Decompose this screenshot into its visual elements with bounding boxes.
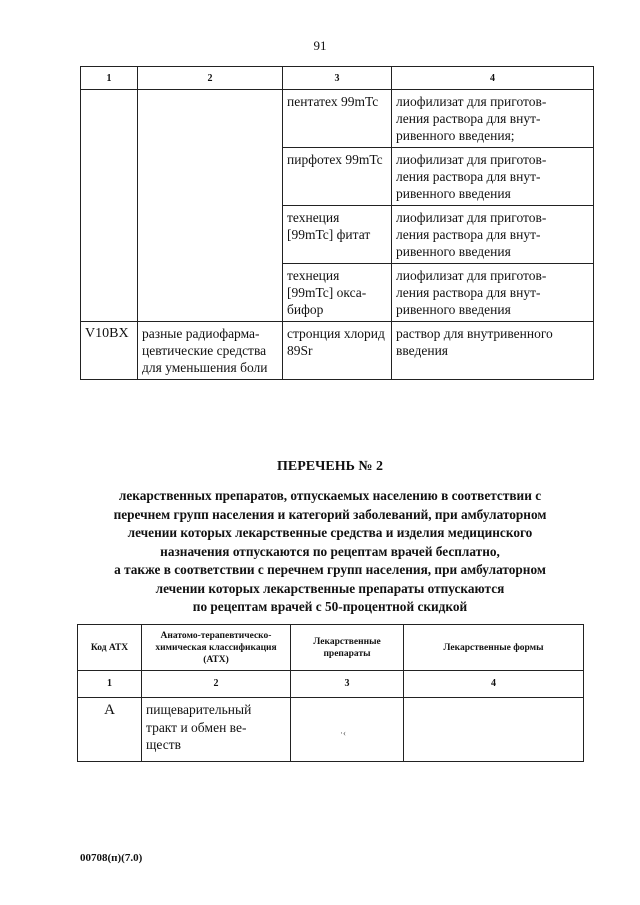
drug-name-cell: [283, 322, 392, 380]
classification-line: для уменьшения боли: [142, 360, 268, 375]
subtitle-line: лекарственных препаратов, отпускаемых населению в соответствии с: [118, 488, 542, 503]
column-number-3: 3: [291, 671, 404, 698]
subtitle-line: а также в соответствии с перечнем групп населения, при амбулаторном: [114, 562, 546, 577]
table-header-row: [81, 67, 594, 90]
header-line: препараты: [323, 648, 371, 659]
header-drugs: [291, 625, 404, 671]
column-number-2: 2: [142, 671, 291, 698]
header-dosage-forms: Лекарственные формы: [404, 625, 584, 671]
dosage-form-cell: [392, 322, 594, 380]
table-row: [81, 322, 594, 380]
subtitle-line: перечнем групп населения и категорий заболеваний, при амбулаторном: [113, 506, 547, 522]
classification-line: пищеварительный: [146, 702, 252, 717]
atc-code-cell: V10BX: [81, 322, 138, 380]
dosage-form-line: ления раствора для внут-: [396, 111, 541, 126]
classification-cell: [142, 698, 291, 762]
dosage-form-cell: [392, 206, 594, 264]
dosage-form-cell: [392, 90, 594, 148]
subtitle-line: назначения отпускаются по рецептам врачей бесплатно,: [160, 543, 500, 559]
column-number-1: 1: [78, 671, 142, 698]
dosage-form-line: лиофилизат для приготов-: [396, 210, 547, 225]
header-line: Лекарственные: [313, 636, 381, 647]
dosage-form-line: лиофилизат для приготов-: [396, 152, 547, 167]
dosage-form-cell: [392, 264, 594, 322]
dosage-form-line: лиофилизат для приготов-: [396, 94, 547, 109]
drug-name-line: пирфотех 99mTc: [287, 152, 383, 167]
dosage-form-line: ривенного введения: [396, 186, 511, 201]
header-atc-code: Код АТХ: [78, 625, 142, 671]
column-number-1: 1: [81, 67, 138, 90]
stray-mark: ·‹: [340, 728, 346, 738]
classification-line: тракт и обмен ве-: [146, 719, 247, 735]
dosage-form-line: введения: [396, 343, 449, 358]
header-classification: [142, 625, 291, 671]
drug-name-line: стронция хлорид: [287, 326, 385, 341]
drug-name-cell: [283, 206, 392, 264]
dosage-form-cell: [404, 698, 584, 762]
dosage-form-line: лиофилизат для приготов-: [396, 268, 547, 283]
empty-code-cell: [81, 90, 138, 322]
dosage-form-line: ривенного введения: [396, 302, 511, 317]
subtitle-line: лечении которых лекарственные препараты отпускаются: [155, 580, 505, 596]
drug-name-cell: [283, 264, 392, 322]
list-heading: ПЕРЕЧЕНЬ № 2: [277, 459, 383, 474]
drug-name-line: [99mTc] фитат: [287, 227, 371, 242]
dosage-form-line: раствор для внутривенного: [396, 326, 553, 341]
dosage-form-line: ривенного введения: [396, 244, 511, 259]
column-number-3: 3: [283, 67, 392, 90]
column-number-2: 2: [138, 67, 283, 90]
column-number-4: 4: [392, 67, 594, 90]
atc-code-cell: A: [78, 698, 142, 762]
dosage-form-line: ривенного введения;: [396, 128, 515, 143]
header-line: (АТХ): [203, 654, 229, 665]
dosage-form-line: ления раствора для внут-: [396, 169, 541, 184]
empty-classification-cell: [138, 90, 283, 322]
subtitle-line: лечении которых лекарственные средства и изделия медицинского: [127, 525, 533, 540]
drug-list-table: [77, 624, 584, 762]
subtitle-line: по рецептам врачей с 50-процентной скидкой: [192, 599, 468, 614]
drug-name-line: бифор: [287, 302, 324, 317]
drug-table-continued: [80, 66, 594, 380]
dosage-form-line: ления раствора для внут-: [396, 227, 541, 242]
list-subtitle: [70, 487, 590, 617]
header-line: химическая классификация: [155, 642, 277, 653]
dosage-form-cell: [392, 148, 594, 206]
header-line: Анатомо-терапевтическо-: [160, 630, 272, 641]
drug-name-line: пентатех 99mTc: [287, 94, 379, 109]
drug-name-line: технеция: [287, 268, 340, 283]
table-row: [78, 698, 584, 762]
table-header-row: [78, 625, 584, 671]
classification-line: ществ: [146, 737, 181, 752]
drug-name-line: технеция: [287, 210, 340, 225]
drug-name-cell: [291, 698, 404, 762]
column-numbers-row: [78, 671, 584, 698]
page-number: 91: [313, 38, 327, 53]
footer-document-code: 00708(п)(7.0): [80, 852, 143, 864]
drug-name-cell: [283, 148, 392, 206]
column-number-4: 4: [404, 671, 584, 698]
dosage-form-line: ления раствора для внут-: [396, 285, 541, 300]
drug-name-line: 89Sr: [287, 343, 313, 358]
classification-line: разные радиофарма-: [142, 326, 260, 341]
classification-cell: [138, 322, 283, 380]
table-row: [81, 90, 594, 148]
drug-name-cell: [283, 90, 392, 148]
drug-name-line: [99mTc] окса-: [287, 285, 367, 300]
classification-line: цевтические средства: [142, 343, 267, 358]
